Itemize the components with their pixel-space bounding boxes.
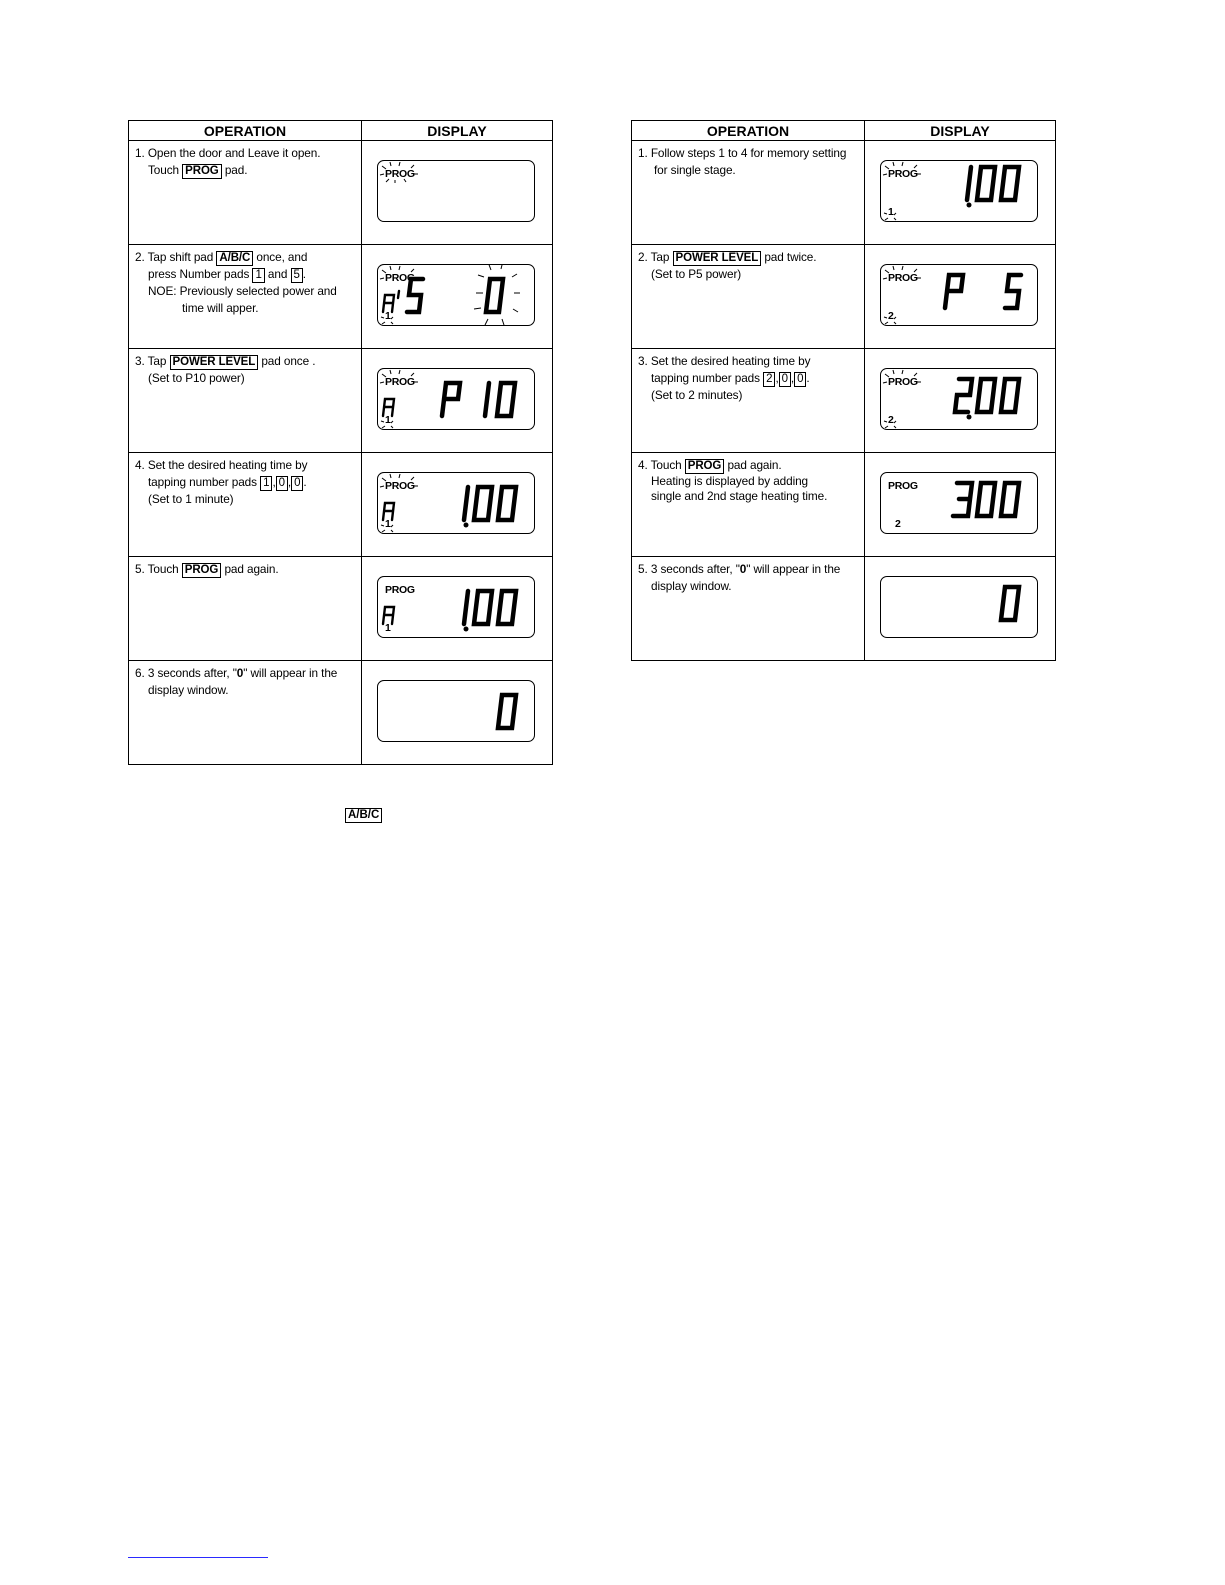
lcd-segments bbox=[881, 577, 1039, 639]
operation-table-right bbox=[631, 120, 1056, 661]
table-row bbox=[632, 245, 1056, 349]
stage-indicator: 1 bbox=[385, 310, 391, 322]
table-row bbox=[632, 557, 1056, 661]
step-text: 6. 3 seconds after, "0" will appear in the display window. bbox=[135, 666, 338, 697]
lcd-display: PROG 1 bbox=[377, 264, 535, 326]
step-text: 3. Tap POWER LEVEL pad once . (Set to P10 power) bbox=[135, 354, 316, 385]
footer-link-underline bbox=[128, 1557, 268, 1558]
step-text: 3. Set the desired heating time by tapping number pads 2 , 0 , 0 . (Set to 2 minutes) bbox=[638, 354, 811, 402]
lcd-display: PROG 2 bbox=[880, 368, 1038, 430]
header-operation: OPERATION bbox=[632, 121, 865, 141]
abc-pad-label: A/B/C bbox=[345, 808, 382, 823]
lcd-display: PROG 1 bbox=[377, 368, 535, 430]
prog-pad: PROG bbox=[182, 164, 221, 179]
lcd-display bbox=[880, 576, 1038, 638]
lcd-display bbox=[377, 160, 535, 222]
header-operation: OPERATION bbox=[129, 121, 362, 141]
header-display: DISPLAY bbox=[362, 121, 553, 141]
step-text: 1. Open the door and Leave it open. Touch PROG pad. bbox=[135, 146, 321, 177]
operation-table-left bbox=[128, 120, 553, 765]
lcd-display: PROG 1 bbox=[880, 160, 1038, 222]
prog-indicator: PROG bbox=[385, 168, 415, 180]
table-row bbox=[129, 661, 553, 765]
step-text: 4. Set the desired heating time by tapping number pads 1 , 0 , 0 . (Set to 1 minute) bbox=[135, 458, 308, 506]
table-row bbox=[632, 349, 1056, 453]
table-row bbox=[129, 453, 553, 557]
table-row bbox=[632, 453, 1056, 557]
step-text: 2. Tap shift pad A/B/C once, and press Number pads 1 and 5 . NOE: Previously selected power and time will apper. bbox=[135, 250, 337, 315]
step-text: 5. 3 seconds after, "0" will appear in the display window. bbox=[638, 562, 841, 593]
step-text: 4. Touch PROG pad again. Heating is displayed by adding single and 2nd stage heating time. bbox=[638, 458, 828, 503]
step-text: 2. Tap POWER LEVEL pad twice. (Set to P5 power) bbox=[638, 250, 817, 281]
lcd-display: PROG 1 bbox=[377, 576, 535, 638]
lcd-display: PROG 2 bbox=[880, 264, 1038, 326]
header-display: DISPLAY bbox=[865, 121, 1056, 141]
lcd-display: PROG 1 bbox=[377, 472, 535, 534]
table-row bbox=[129, 349, 553, 453]
lcd-segments bbox=[378, 681, 536, 743]
table-row bbox=[129, 245, 553, 349]
table-row bbox=[129, 141, 553, 245]
step-text: 5. Touch PROG pad again. bbox=[135, 562, 279, 576]
step-text: 1. Follow steps 1 to 4 for memory setting for single stage. bbox=[638, 146, 847, 177]
table-row bbox=[632, 141, 1056, 245]
lcd-display: PROG 2 bbox=[880, 472, 1038, 534]
table-row bbox=[129, 557, 553, 661]
lcd-display bbox=[377, 680, 535, 742]
